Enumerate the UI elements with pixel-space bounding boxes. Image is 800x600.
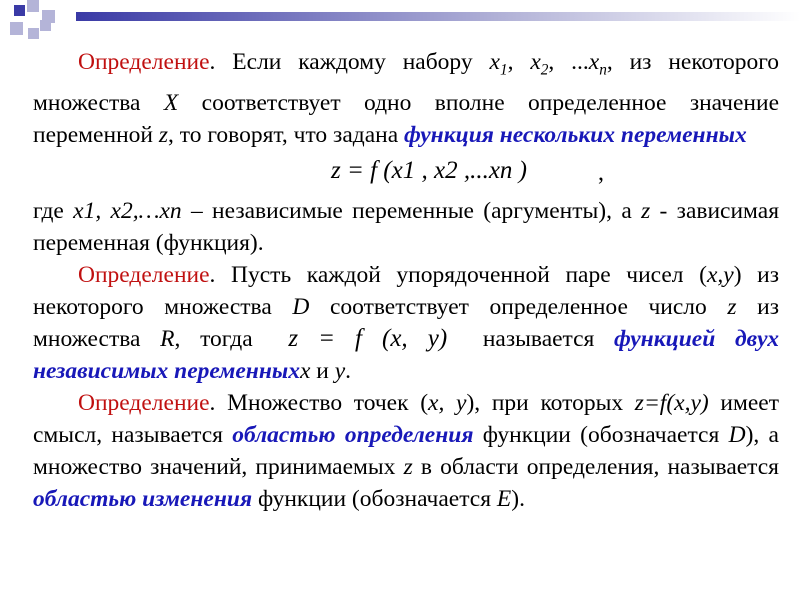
var-z: z xyxy=(158,121,168,148)
definition-keyword: Определение xyxy=(78,389,210,416)
decor-bar xyxy=(76,12,800,21)
slide-body xyxy=(33,46,779,515)
definition-paragraph-2: Определение. Пусть каждой упорядоченной паре чисел (x,y) из некоторого множества D соответствует определенное число z из множества R, тогда z = f (x, y) называется функцией двух независимых переменныхx и y. xyxy=(33,261,780,384)
decor-square xyxy=(14,5,25,16)
definition-paragraph-1: Определение. Если каждому набору $x_1$, $x_2$, $...x_n$, из некоторого множества X соответствует одно вполне определенное значение переменной z, то говорят, что задана функция нескольких переменных xyxy=(33,49,780,148)
formula-z-f: z=f(x,y) xyxy=(634,389,709,416)
definition-keyword: Определение xyxy=(78,49,210,75)
decor-square xyxy=(10,22,23,35)
definition-paragraph-3: Определение. Множество точек (x, y), при которых z=f(x,y) имеет смысл, называется областью определения функции (обозначается D), а множество значений, принимаемых z в области определения, называется областью изменения функции (обозначается E). xyxy=(33,389,779,512)
var-x: x xyxy=(299,357,311,384)
formula-line-1 xyxy=(33,151,779,195)
var-list: x1, x2,…xn xyxy=(73,197,182,224)
decor-square xyxy=(27,0,39,12)
var-x1: $x_1$ xyxy=(489,49,508,79)
term-two-variable-function: функцией двух независимых переменных xyxy=(33,325,779,384)
set-R: R xyxy=(160,325,175,352)
set-D: D xyxy=(728,421,746,448)
set-E: E xyxy=(496,485,512,512)
pair-xy: x,y xyxy=(706,261,734,288)
var-x2: $x_2$ xyxy=(530,49,549,79)
paragraph-where: где x1, x2,…xn – независимые переменные (аргументы), а z - зависимая переменная (функция). xyxy=(33,197,780,256)
var-z: z xyxy=(641,197,651,224)
formula-two-variables: z = f (x, y) xyxy=(288,324,448,352)
decor-square xyxy=(28,28,39,39)
var-y: y xyxy=(334,357,346,384)
var-z: z xyxy=(403,453,413,480)
formula-comma: , xyxy=(598,159,604,186)
term-range: областью изменения xyxy=(33,485,253,512)
set-D: D xyxy=(292,293,310,320)
formula-multivariable: z = f (x1 , x2 ,...xn ) xyxy=(331,156,527,184)
point-xy: x, y xyxy=(428,389,467,416)
term-multivariable-function: функция нескольких переменных xyxy=(404,121,747,148)
var-xn: $x_n$ xyxy=(588,49,607,79)
term-domain: областью определения xyxy=(232,421,474,448)
decor-square xyxy=(40,20,51,31)
definition-keyword: Определение xyxy=(78,261,210,288)
var-z: z xyxy=(727,293,737,320)
set-X: X xyxy=(163,89,179,116)
